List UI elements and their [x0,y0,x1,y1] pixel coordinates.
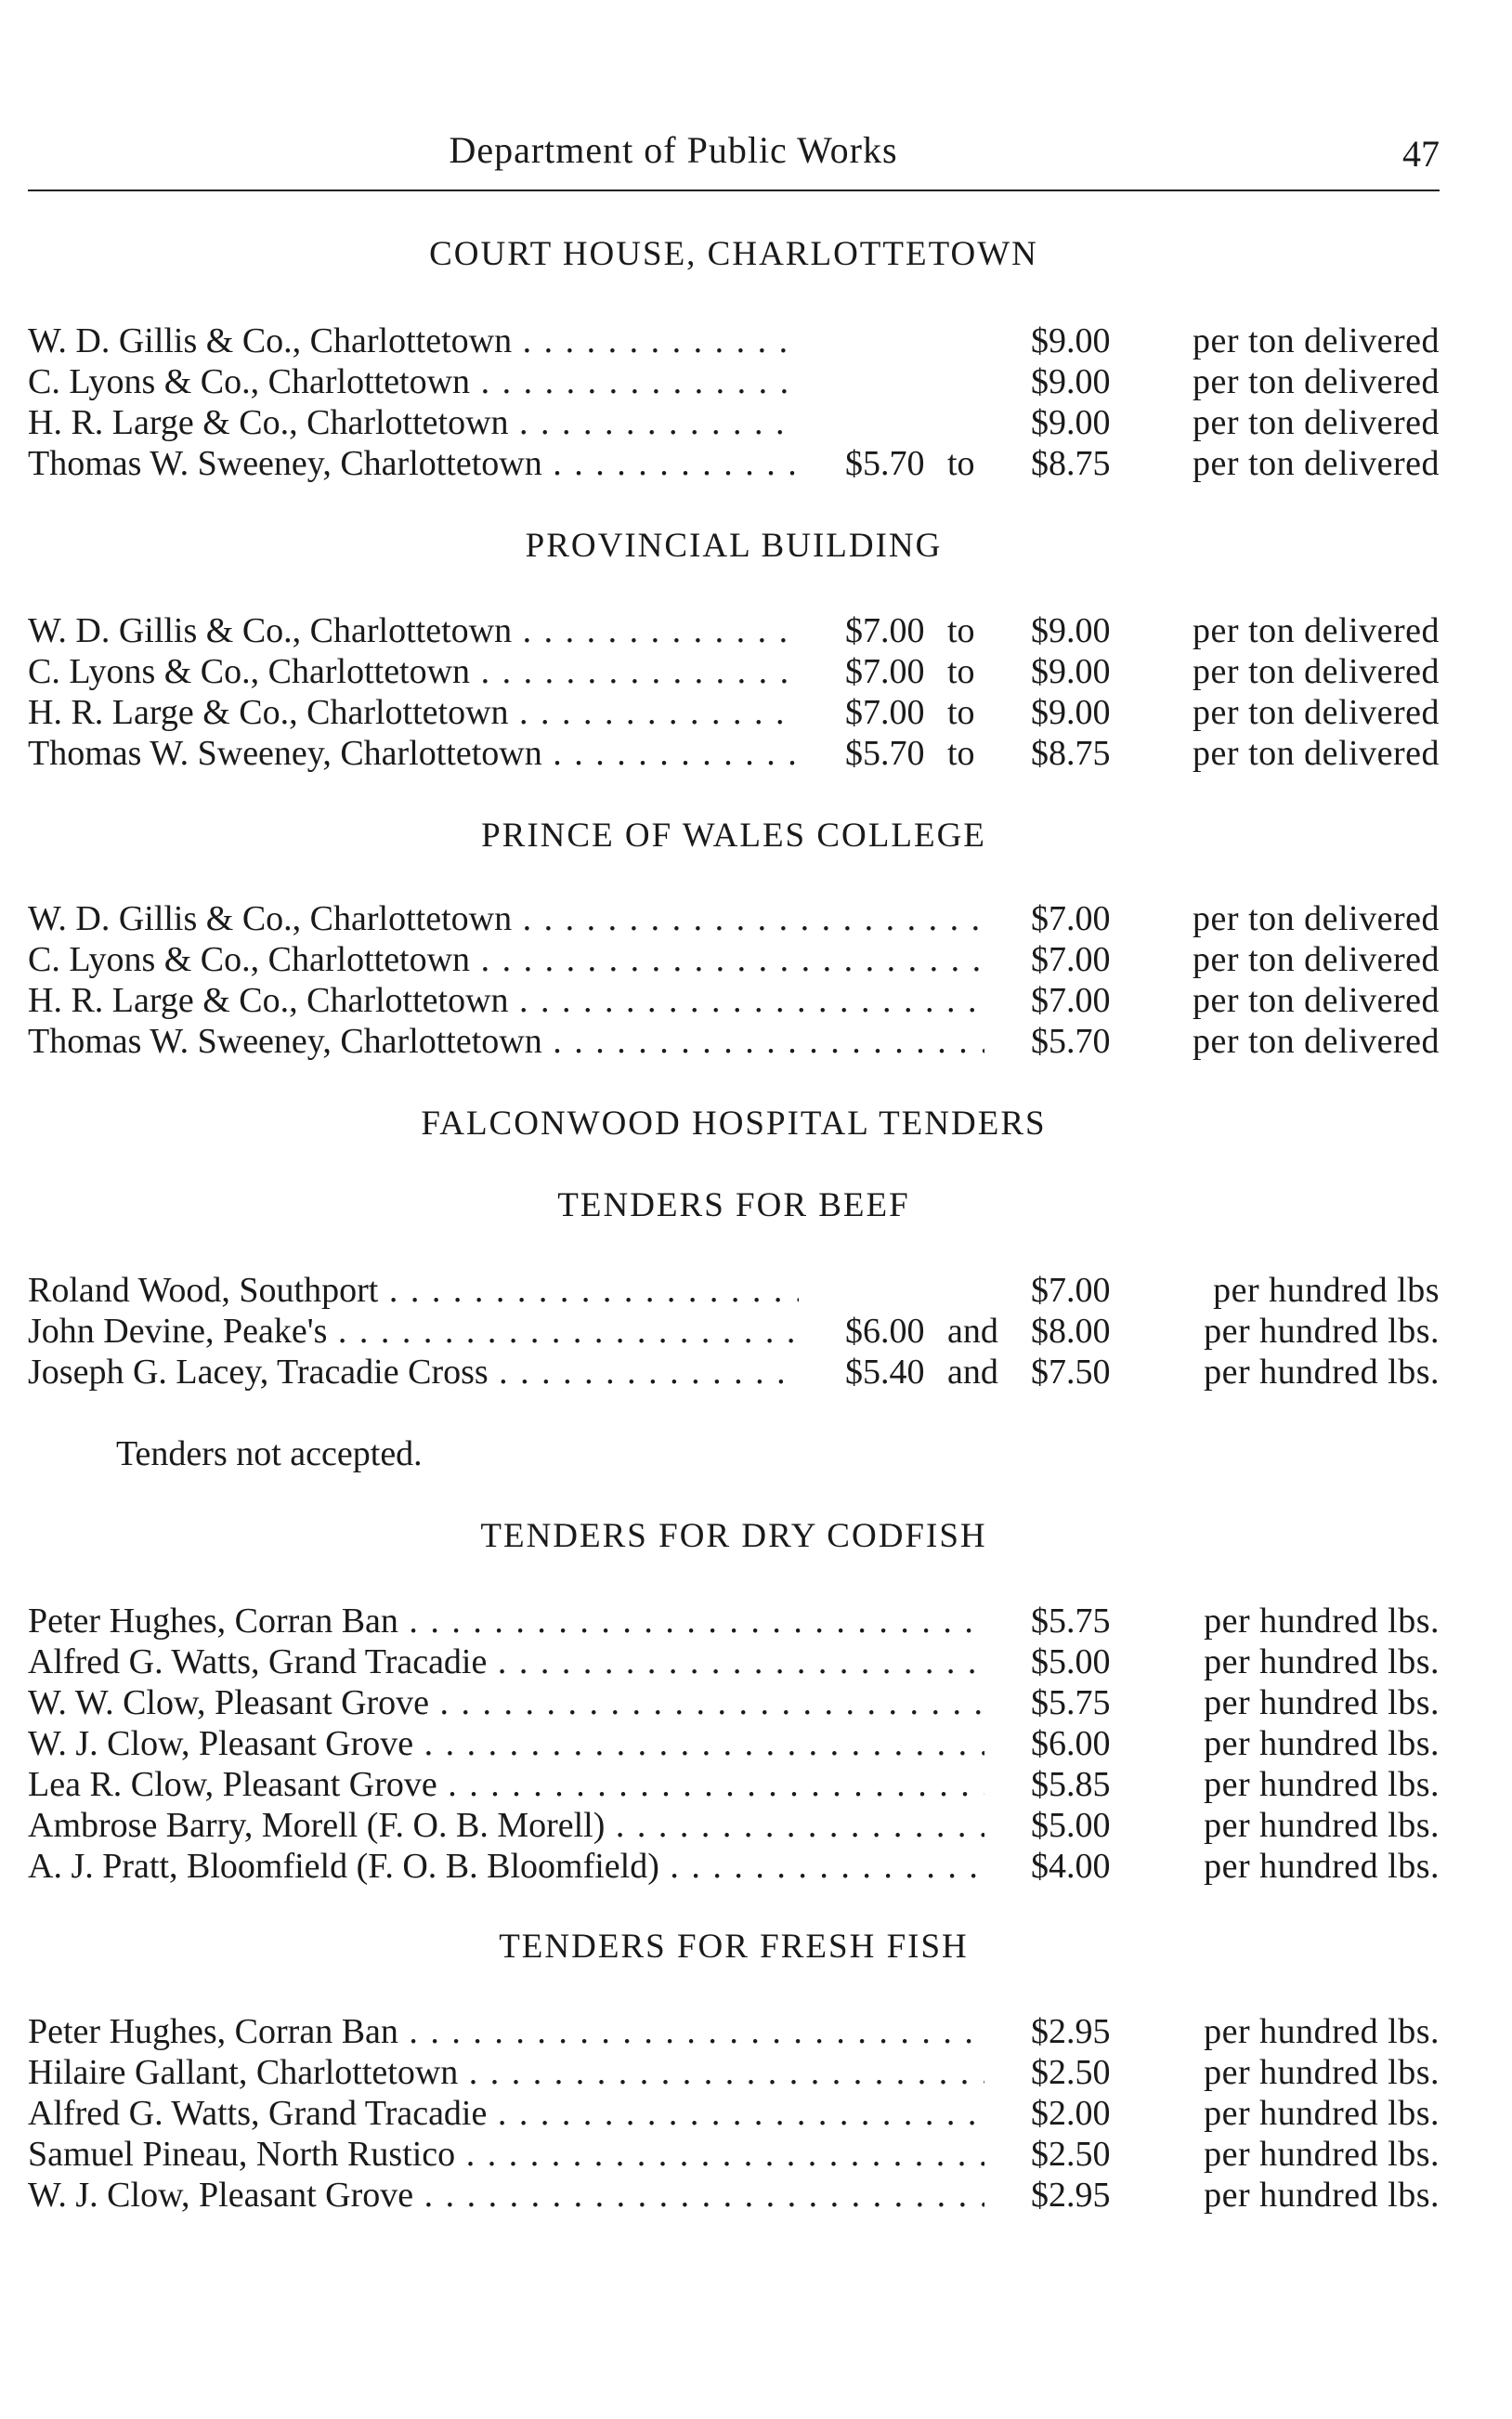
tenderer-name: H. R. Large & Co., Charlottetown . . . [28,979,984,1022]
tender-row [28,1269,1440,1312]
tenderer-name: Thomas W. Sweeney, Charlottetown . . . [28,442,799,485]
section-heading-provincial-building: PROVINCIAL BUILDING [525,527,943,565]
tender-row [28,320,1440,362]
price: $9.00 [1031,693,1111,732]
price: $6.00 [1031,1724,1111,1763]
tender-row [28,1600,1440,1642]
unit: per ton delivered [1193,1022,1440,1061]
tender-row [28,1641,1440,1683]
unit: per hundred lbs. [1204,2135,1440,2174]
unit: per ton delivered [1193,403,1440,442]
low-price: $7.00 [845,611,925,650]
tender-row [28,938,1440,981]
tender-row [28,1845,1440,1888]
unit: per ton delivered [1193,734,1440,773]
range-connector: and [947,1312,998,1351]
unit: per hundred lbs. [1204,1312,1440,1351]
unit: per ton delivered [1193,611,1440,650]
tenderer-name: H. R. Large & Co., Charlottetown . . . [28,401,799,444]
tender-row [28,732,1440,775]
tender-row [28,691,1440,734]
price: $2.95 [1031,2176,1111,2215]
tenderer-name: W. J. Clow, Pleasant Grove . . . [28,2174,984,2216]
unit: per hundred lbs. [1204,1806,1440,1845]
price: $9.00 [1031,362,1111,401]
low-price: $7.00 [845,693,925,732]
tenderer-name: Peter Hughes, Corran Ban . . . [28,2010,984,2053]
tender-row [28,1722,1440,1765]
tenderer-name: Hilaire Gallant, Charlottetown . . . [28,2051,984,2094]
price: $8.75 [1031,734,1111,773]
range-connector: to [947,611,975,650]
price: $5.70 [1031,1022,1111,1061]
tender-row [28,2133,1440,2176]
unit: per hundred lbs. [1204,2094,1440,2133]
tender-row [28,1804,1440,1847]
tenderer-name: Joseph G. Lacey, Tracadie Cross . . . [28,1351,799,1393]
section-heading-fresh-fish: TENDERS FOR FRESH FISH [499,1928,969,1966]
tenderer-name: Thomas W. Sweeney, Charlottetown . . . [28,1020,984,1063]
tender-row [28,1681,1440,1724]
section-heading-falconwood: FALCONWOOD HOSPITAL TENDERS [421,1105,1047,1143]
note-tenders-not-accepted: Tenders not accepted. [116,1434,423,1473]
unit: per hundred lbs. [1204,1642,1440,1681]
tenderer-name: Ambrose Barry, Morell (F. O. B. Morell) . . . [28,1804,984,1847]
price: $2.95 [1031,2012,1111,2051]
tender-row [28,2051,1440,2094]
tenderer-name: C. Lyons & Co., Charlottetown . . . [28,650,799,693]
tenderer-name: C. Lyons & Co., Charlottetown . . . [28,360,799,403]
unit: per hundred lbs. [1204,1765,1440,1804]
low-price: $7.00 [845,652,925,691]
tender-row [28,1310,1440,1353]
price: $5.00 [1031,1642,1111,1681]
tender-row [28,2092,1440,2135]
tenderer-name: Alfred G. Watts, Grand Tracadie . . . [28,2092,984,2135]
price: $7.00 [1031,899,1111,938]
page-number: 47 [1402,133,1440,175]
tender-row [28,650,1440,693]
price: $5.75 [1031,1683,1111,1722]
tenderer-name: Lea R. Clow, Pleasant Grove . . . [28,1763,984,1806]
price: $9.00 [1031,611,1111,650]
price: $7.50 [1031,1353,1111,1392]
tender-row [28,442,1440,485]
price: $9.00 [1031,652,1111,691]
tenderer-name: W. W. Clow, Pleasant Grove . . . [28,1681,984,1724]
price: $9.00 [1031,403,1111,442]
tenderer-name: Alfred G. Watts, Grand Tracadie . . . [28,1641,984,1683]
low-price: $5.40 [845,1353,925,1392]
section-heading-codfish: TENDERS FOR DRY CODFISH [480,1517,987,1555]
price: $2.50 [1031,2135,1111,2174]
unit: per ton delivered [1193,940,1440,979]
tender-row [28,897,1440,940]
tenderer-name: C. Lyons & Co., Charlottetown . . . [28,938,984,981]
tender-row [28,401,1440,444]
range-connector: and [947,1353,998,1392]
tender-row [28,2174,1440,2216]
tenderer-name: Peter Hughes, Corran Ban . . . [28,1600,984,1642]
tender-row [28,1020,1440,1063]
section-heading-court-house: COURT HOUSE, CHARLOTTETOWN [429,235,1038,273]
tender-row [28,2010,1440,2053]
unit: per ton delivered [1193,362,1440,401]
tender-row [28,609,1440,652]
price: $2.50 [1031,2053,1111,2092]
tenderer-name: Thomas W. Sweeney, Charlottetown . . . [28,732,799,775]
low-price: $5.70 [845,444,925,483]
tenderer-name: W. J. Clow, Pleasant Grove . . . [28,1722,984,1765]
price: $7.00 [1031,1271,1111,1310]
tenderer-name: John Devine, Peake's . . . [28,1310,799,1353]
price: $4.00 [1031,1847,1111,1886]
page-header [28,119,1440,191]
tender-row [28,979,1440,1022]
unit: per hundred lbs. [1204,2176,1440,2215]
tender-row [28,1351,1440,1393]
tender-row [28,1763,1440,1806]
price: $5.85 [1031,1765,1111,1804]
unit: per ton delivered [1193,444,1440,483]
tenderer-name: W. D. Gillis & Co., Charlottetown . . . [28,320,799,362]
tenderer-name: Roland Wood, Southport . . . [28,1269,799,1312]
price: $8.75 [1031,444,1111,483]
unit: per hundred lbs. [1204,1353,1440,1392]
section-heading-prince-of-wales: PRINCE OF WALES COLLEGE [481,817,986,855]
range-connector: to [947,652,975,691]
unit: per hundred lbs. [1204,1847,1440,1886]
tenderer-name: Samuel Pineau, North Rustico . . . [28,2133,984,2176]
unit: per hundred lbs. [1204,1683,1440,1722]
price: $2.00 [1031,2094,1111,2133]
unit: per hundred lbs. [1204,2012,1440,2051]
tender-row [28,360,1440,403]
low-price: $6.00 [845,1312,925,1351]
unit: per ton delivered [1193,981,1440,1020]
range-connector: to [947,734,975,773]
unit: per ton delivered [1193,693,1440,732]
unit: per ton delivered [1193,321,1440,360]
unit: per hundred lbs [1213,1271,1440,1310]
tenderer-name: W. D. Gillis & Co., Charlottetown . . . [28,897,984,940]
running-title: Department of Public Works [449,129,898,171]
range-connector: to [947,693,975,732]
price: $7.00 [1031,981,1111,1020]
range-connector: to [947,444,975,483]
price: $5.00 [1031,1806,1111,1845]
price: $7.00 [1031,940,1111,979]
tenderer-name: W. D. Gillis & Co., Charlottetown . . . [28,609,799,652]
price: $9.00 [1031,321,1111,360]
price: $8.00 [1031,1312,1111,1351]
unit: per hundred lbs. [1204,2053,1440,2092]
low-price: $5.70 [845,734,925,773]
unit: per hundred lbs. [1204,1602,1440,1641]
section-heading-beef: TENDERS FOR BEEF [557,1186,910,1224]
unit: per hundred lbs. [1204,1724,1440,1763]
unit: per ton delivered [1193,899,1440,938]
unit: per ton delivered [1193,652,1440,691]
tenderer-name: H. R. Large & Co., Charlottetown . . . [28,691,799,734]
tenderer-name: A. J. Pratt, Bloomfield (F. O. B. Bloomfield) . . . [28,1845,984,1888]
price: $5.75 [1031,1602,1111,1641]
